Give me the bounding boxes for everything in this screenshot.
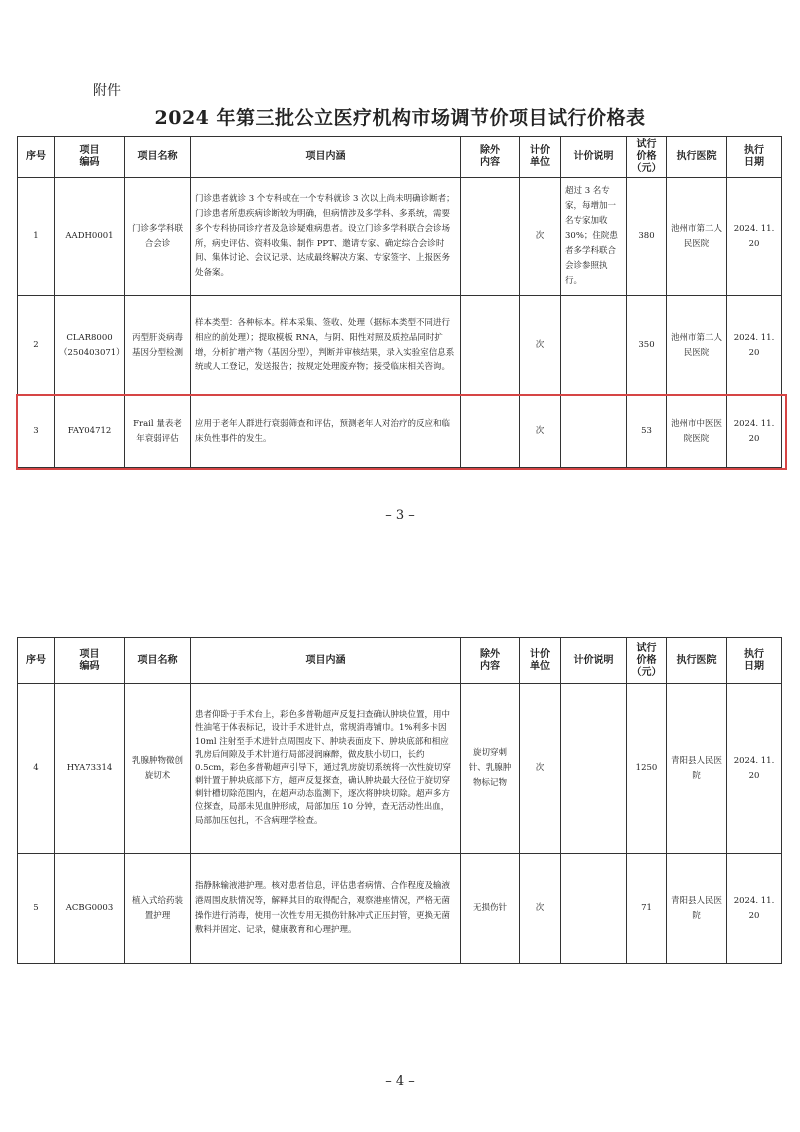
cell-seq: 3 bbox=[18, 396, 55, 468]
cell-seq: 2 bbox=[18, 296, 55, 396]
cell-name: 植入式给药装置护理 bbox=[125, 854, 191, 964]
header-date: 执行 日期 bbox=[727, 638, 782, 684]
header-code: 项目 编码 bbox=[55, 137, 125, 178]
cell-date: 2024. 11. 20 bbox=[727, 178, 782, 296]
page-break bbox=[0, 560, 800, 561]
cell-name: 丙型肝炎病毒基因分型检测 bbox=[125, 296, 191, 396]
header-name: 项目名称 bbox=[125, 638, 191, 684]
cell-seq: 4 bbox=[18, 684, 55, 854]
header-hospital: 执行医院 bbox=[667, 638, 727, 684]
header-unit: 计价 单位 bbox=[520, 137, 561, 178]
cell-unit: 次 bbox=[520, 296, 561, 396]
table-header-row bbox=[18, 137, 782, 178]
cell-exclusions: 旋切穿刺针、乳腺肿物标记物 bbox=[461, 684, 520, 854]
cell-content: 患者仰卧于手术台上，彩色多普勒超声反复扫查确认肿块位置，用中性油笔于体表标记，设计手术进针点，常规消毒铺巾。1%利多卡因 10ml 注射至手术进针点周围皮下、肿块表面皮下、肿块底部和相应乳房后间隙及手术针道行局部浸润麻醉，做皮肤小切口，长约 0.5cm，彩色多普勒超声引导下，通过乳房旋切系统将一次性旋切穿刺针置于肿块底部下方，超声反复探查，确认肿块最大径位于旋切穿刺针槽切除范围内，在超声动态监测下，逐次将肿块切除。超声多方位探查，局部未见血肿形成，局部加压 10 分钟，查无活动性出血，局部加压包扎，不含病理学检查。 bbox=[191, 684, 461, 854]
table-row bbox=[18, 854, 782, 964]
cell-unit: 次 bbox=[520, 396, 561, 468]
header-price: 试行 价格 （元） bbox=[627, 638, 667, 684]
cell-content: 应用于老年人群进行衰弱筛查和评估，预测老年人对治疗的反应和临床负性事件的发生。 bbox=[191, 396, 461, 468]
cell-seq: 5 bbox=[18, 854, 55, 964]
table-header-row bbox=[18, 638, 782, 684]
cell-code: ACBG0003 bbox=[55, 854, 125, 964]
cell-price: 350 bbox=[627, 296, 667, 396]
cell-name: Frail 量表老年衰弱评估 bbox=[125, 396, 191, 468]
header-content: 项目内涵 bbox=[191, 137, 461, 178]
price-table-page-3 bbox=[17, 136, 782, 468]
cell-name: 门诊多学科联合会诊 bbox=[125, 178, 191, 296]
cell-price: 1250 bbox=[627, 684, 667, 854]
header-seq: 序号 bbox=[18, 638, 55, 684]
page-number: – 3 – bbox=[385, 508, 415, 523]
cell-hospital: 青阳县人民医院 bbox=[667, 684, 727, 854]
header-unit: 计价 单位 bbox=[520, 638, 561, 684]
header-name: 项目名称 bbox=[125, 137, 191, 178]
cell-content: 样本类型：各种标本。样本采集、签收、处理（据标本类型不同进行相应的前处理）；提取模板 RNA，与阴、阳性对照及质控品同时扩增，分析扩增产物（基因分型），判断并审核结果，录入实验室信息系统或人工登记，发送报告；按规定处理废弃物；接受临床相关咨询。 bbox=[191, 296, 461, 396]
cell-pricing-note: 超过 3 名专家，每增加一名专家加收 30%；住院患者多学科联合会诊参照执行。 bbox=[561, 178, 627, 296]
header-code: 项目 编码 bbox=[55, 638, 125, 684]
price-table-page-4 bbox=[17, 637, 782, 964]
cell-hospital: 池州市第二人民医院 bbox=[667, 178, 727, 296]
cell-exclusions: 无损伤针 bbox=[461, 854, 520, 964]
table-row-highlighted bbox=[18, 396, 782, 468]
cell-hospital: 池州市中医医院医院 bbox=[667, 396, 727, 468]
cell-unit: 次 bbox=[520, 854, 561, 964]
cell-hospital: 青阳县人民医院 bbox=[667, 854, 727, 964]
cell-exclusions bbox=[461, 178, 520, 296]
header-hospital: 执行医院 bbox=[667, 137, 727, 178]
attachment-label: 附件 bbox=[93, 83, 121, 99]
cell-code: FAY04712 bbox=[55, 396, 125, 468]
cell-date: 2024. 11. 20 bbox=[727, 396, 782, 468]
header-pricing-note: 计价说明 bbox=[561, 638, 627, 684]
cell-content: 指静脉输液港护理。核对患者信息，评估患者病情、合作程度及输液港周围皮肤情况等，解释其目的取得配合，观察港座情况，严格无菌操作进行消毒，使用一次性专用无损伤针脉冲式正压封管，更换无菌敷料并固定、记录，健康教育和心理护理。 bbox=[191, 854, 461, 964]
cell-price: 53 bbox=[627, 396, 667, 468]
header-exclusions: 除外 内容 bbox=[461, 638, 520, 684]
cell-hospital: 池州市第二人民医院 bbox=[667, 296, 727, 396]
cell-pricing-note bbox=[561, 854, 627, 964]
cell-unit: 次 bbox=[520, 178, 561, 296]
document-title: 2024 年第三批公立医疗机构市场调节价项目试行价格表 bbox=[154, 107, 646, 129]
cell-exclusions bbox=[461, 296, 520, 396]
cell-date: 2024. 11. 20 bbox=[727, 684, 782, 854]
table-row bbox=[18, 296, 782, 396]
header-price: 试行 价格 （元） bbox=[627, 137, 667, 178]
cell-name: 乳腺肿物微创旋切术 bbox=[125, 684, 191, 854]
cell-code: CLAR8000 （250403071） bbox=[55, 296, 125, 396]
cell-code: HYA73314 bbox=[55, 684, 125, 854]
cell-price: 380 bbox=[627, 178, 667, 296]
page-number: – 4 – bbox=[385, 1074, 415, 1089]
cell-unit: 次 bbox=[520, 684, 561, 854]
header-date: 执行 日期 bbox=[727, 137, 782, 178]
cell-code: AADH0001 bbox=[55, 178, 125, 296]
cell-pricing-note bbox=[561, 296, 627, 396]
table-row bbox=[18, 684, 782, 854]
cell-seq: 1 bbox=[18, 178, 55, 296]
cell-pricing-note bbox=[561, 396, 627, 468]
header-exclusions: 除外 内容 bbox=[461, 137, 520, 178]
cell-pricing-note bbox=[561, 684, 627, 854]
cell-price: 71 bbox=[627, 854, 667, 964]
cell-date: 2024. 11. 20 bbox=[727, 854, 782, 964]
header-seq: 序号 bbox=[18, 137, 55, 178]
table-row bbox=[18, 178, 782, 296]
header-pricing-note: 计价说明 bbox=[561, 137, 627, 178]
cell-exclusions bbox=[461, 396, 520, 468]
cell-content: 门诊患者就诊 3 个专科或在一个专科就诊 3 次以上尚未明确诊断者；门诊患者所患疾病诊断较为明确，但病情涉及多学科、多系统，需要多个专科协同诊疗者及急诊疑难病患者。设立门诊多学科联合会诊场所，病史评估、资料收集、制作 PPT、邀请专家、确定综合会诊时间、集体讨论、会议记录、达成最终解决方案、专家签字、上报医务处备案。 bbox=[191, 178, 461, 296]
cell-date: 2024. 11. 20 bbox=[727, 296, 782, 396]
header-content: 项目内涵 bbox=[191, 638, 461, 684]
